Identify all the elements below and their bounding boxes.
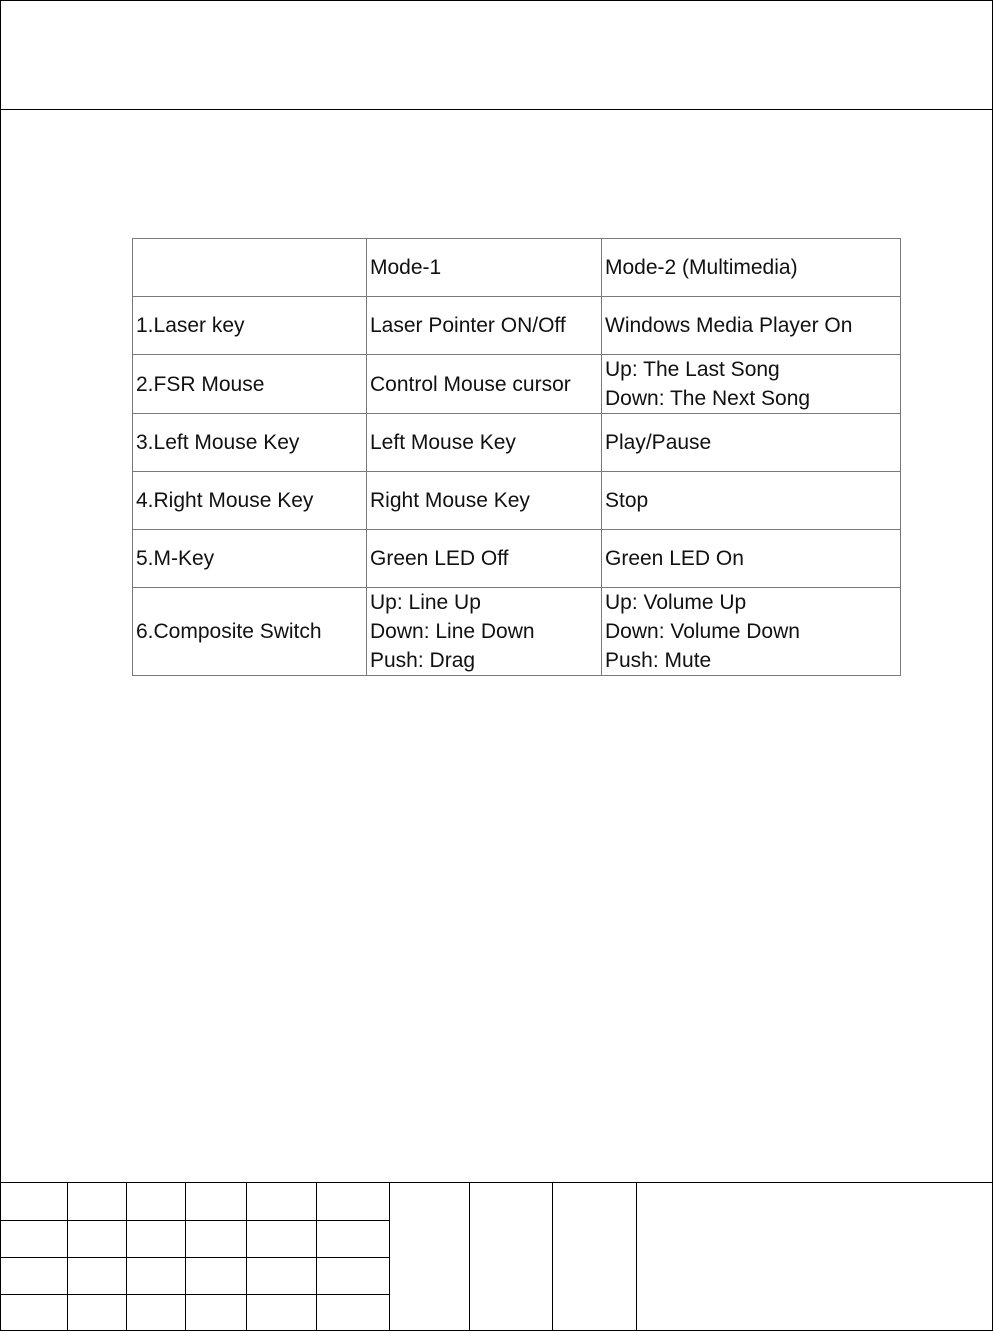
header-band bbox=[1, 1, 992, 110]
mode2-line: Up: Volume Up bbox=[605, 591, 747, 614]
mode1-line: Right Mouse Key bbox=[370, 489, 530, 512]
header-corner-cell bbox=[133, 239, 367, 297]
mode1-line: Green LED Off bbox=[370, 547, 509, 570]
key-name-cell: 4.Right Mouse Key bbox=[133, 472, 367, 530]
table-row bbox=[133, 530, 901, 588]
mode2-line: Down: The Next Song bbox=[605, 387, 811, 410]
grid-line bbox=[1, 1220, 389, 1221]
key-name-cell: 3.Left Mouse Key bbox=[133, 414, 367, 472]
mode2-cell bbox=[602, 414, 901, 472]
mode1-cell bbox=[367, 530, 602, 588]
table-row bbox=[133, 588, 901, 676]
mode2-line: Stop bbox=[605, 489, 649, 512]
key-name-cell: 5.M-Key bbox=[133, 530, 367, 588]
grid-line bbox=[67, 1183, 68, 1331]
header-mode2-cell: Mode-2 (Multimedia) bbox=[602, 239, 901, 297]
title-block-grid bbox=[1, 1182, 992, 1331]
mode2-cell bbox=[602, 297, 901, 355]
table-row bbox=[133, 297, 901, 355]
mode2-line: Green LED On bbox=[605, 547, 744, 570]
mode2-line: Up: The Last Song bbox=[605, 358, 780, 381]
mode2-cell bbox=[602, 588, 901, 676]
header-mode1-cell: Mode-1 bbox=[367, 239, 602, 297]
mode1-line: Laser Pointer ON/Off bbox=[370, 314, 566, 337]
key-name-cell: 6.Composite Switch bbox=[133, 588, 367, 676]
grid-line bbox=[1, 1294, 389, 1295]
grid-line bbox=[636, 1183, 637, 1331]
mode1-line: Push: Drag bbox=[370, 649, 476, 672]
mode1-cell bbox=[367, 414, 602, 472]
mode1-cell bbox=[367, 355, 602, 414]
grid-line bbox=[316, 1183, 317, 1331]
key-name-cell: 1.Laser key bbox=[133, 297, 367, 355]
grid-line bbox=[185, 1183, 186, 1331]
mode1-line: Up: Line Up bbox=[370, 591, 481, 614]
mode2-line: Windows Media Player On bbox=[605, 314, 853, 337]
mode2-line: Down: Volume Down bbox=[605, 620, 800, 643]
mode1-line: Down: Line Down bbox=[370, 620, 535, 643]
table-row bbox=[133, 472, 901, 530]
mode1-line: Left Mouse Key bbox=[370, 431, 516, 454]
mode1-cell bbox=[367, 297, 602, 355]
grid-line bbox=[1, 1257, 389, 1258]
grid-line bbox=[246, 1183, 247, 1331]
grid-line bbox=[389, 1183, 390, 1331]
mode2-cell bbox=[602, 530, 901, 588]
mode1-line: Control Mouse cursor bbox=[370, 372, 571, 396]
mode1-cell bbox=[367, 588, 602, 676]
mode1-cell bbox=[367, 472, 602, 530]
key-function-table bbox=[132, 238, 901, 676]
grid-line bbox=[469, 1183, 470, 1331]
mode2-cell bbox=[602, 355, 901, 414]
table-header-row bbox=[133, 239, 901, 297]
mode2-line: Play/Pause bbox=[605, 431, 712, 454]
table-row bbox=[133, 414, 901, 472]
table-row bbox=[133, 355, 901, 414]
grid-line bbox=[552, 1183, 553, 1331]
grid-line bbox=[126, 1183, 127, 1331]
key-name-cell: 2.FSR Mouse bbox=[133, 355, 367, 414]
mode2-line: Push: Mute bbox=[605, 649, 712, 672]
mode2-cell bbox=[602, 472, 901, 530]
